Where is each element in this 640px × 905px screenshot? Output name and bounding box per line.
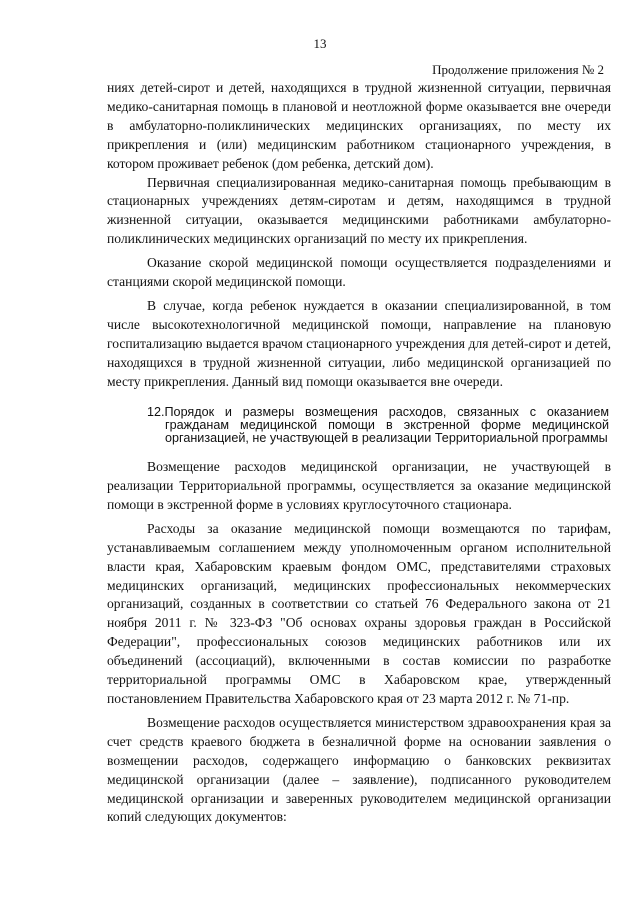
section-heading: 12.Порядок и размеры возмещения расходов, связанных с оказанием гражданам медицинской помощи в экстренной форме медицинской организацией, не участвующей в реализации Территориальной программы (147, 404, 609, 445)
paragraph-reimbursement-scope: Возмещение расходов медицинской организации, не участвующей в реализации Территориальной программы, осуществляется за оказание медицинской помощи в экстренной форме в условиях круглосуточного стационара. (107, 459, 611, 512)
paragraph-specialized-care: Первичная специализированная медико-санитарная помощь пребывающим в стационарных учреждениях детям-сиротам и детям, находящимся в трудной жизненной ситуации, оказывается медицинскими работниками амбулаторно-поликлинических медицинских организаций по месту их прикрепления. (107, 174, 611, 247)
appendix-continuation-note: Продолжение приложения № 2 (432, 62, 604, 77)
page-number: 13 (313, 36, 327, 51)
paragraph-reimbursement-tariffs: Расходы за оказание медицинской помощи возмещаются по тарифам, устанавливаемым соглашением между уполномоченным органом исполнительной власти края, Хабаровским краевым фондом ОМС, представителями страховых медицинских организаций, медицинских профессиональных некоммерческих организаций, созданных в соответствии со статьей 76 Федерального закона от 21 ноября 2011 г. № 323-ФЗ "Об основах охраны здоровья граждан в Российской Федерации", профессиональных союзов медицинских работников или их объединений (ассоциаций), включенными в состав комиссии по разработке территориальной программы ОМС в Хабаровском крае, утвержденный постановлением Правительства Хабаровского края от 23 марта 2012 г. № 71-пр. (107, 520, 611, 706)
paragraph-emergency-care: Оказание скорой медицинской помощи осуществляется подразделениями и станциями скорой медицинской помощи. (107, 255, 611, 290)
body-text (107, 79, 611, 827)
paragraph-reimbursement-procedure: Возмещение расходов осуществляется министерством здравоохранения края за счет средств краевого бюджета в безналичной форме на основании заявления о возмещении расходов, содержащего информацию о банковских реквизитах медицинской организации (далее – заявление), подписанного руководителем медицинской организации и заверенных руководителем медицинской организации копий следующих документов: (107, 714, 611, 825)
paragraph-high-tech-care: В случае, когда ребенок нуждается в оказании специализированной, в том числе высокотехнологичной медицинской помощи, направление на плановую госпитализацию выдается врачом стационарного учреждения для детей-сирот и детей, находящихся в трудной жизненной ситуации, либо медицинской организацией по месту прикрепления. Данный вид помощи оказывается вне очереди. (107, 297, 611, 389)
paragraph-continuation: ниях детей-сирот и детей, находящихся в трудной жизненной ситуации, первичная медико-санитарная помощь в плановой и неотложной форме оказывается вне очереди в амбулаторно-поликлинических медицинских организациях, по месту их прикрепления и (или) медицинским работником стационарного учреждения, в котором проживает ребенок (дом ребенка, детский дом). (107, 80, 611, 171)
